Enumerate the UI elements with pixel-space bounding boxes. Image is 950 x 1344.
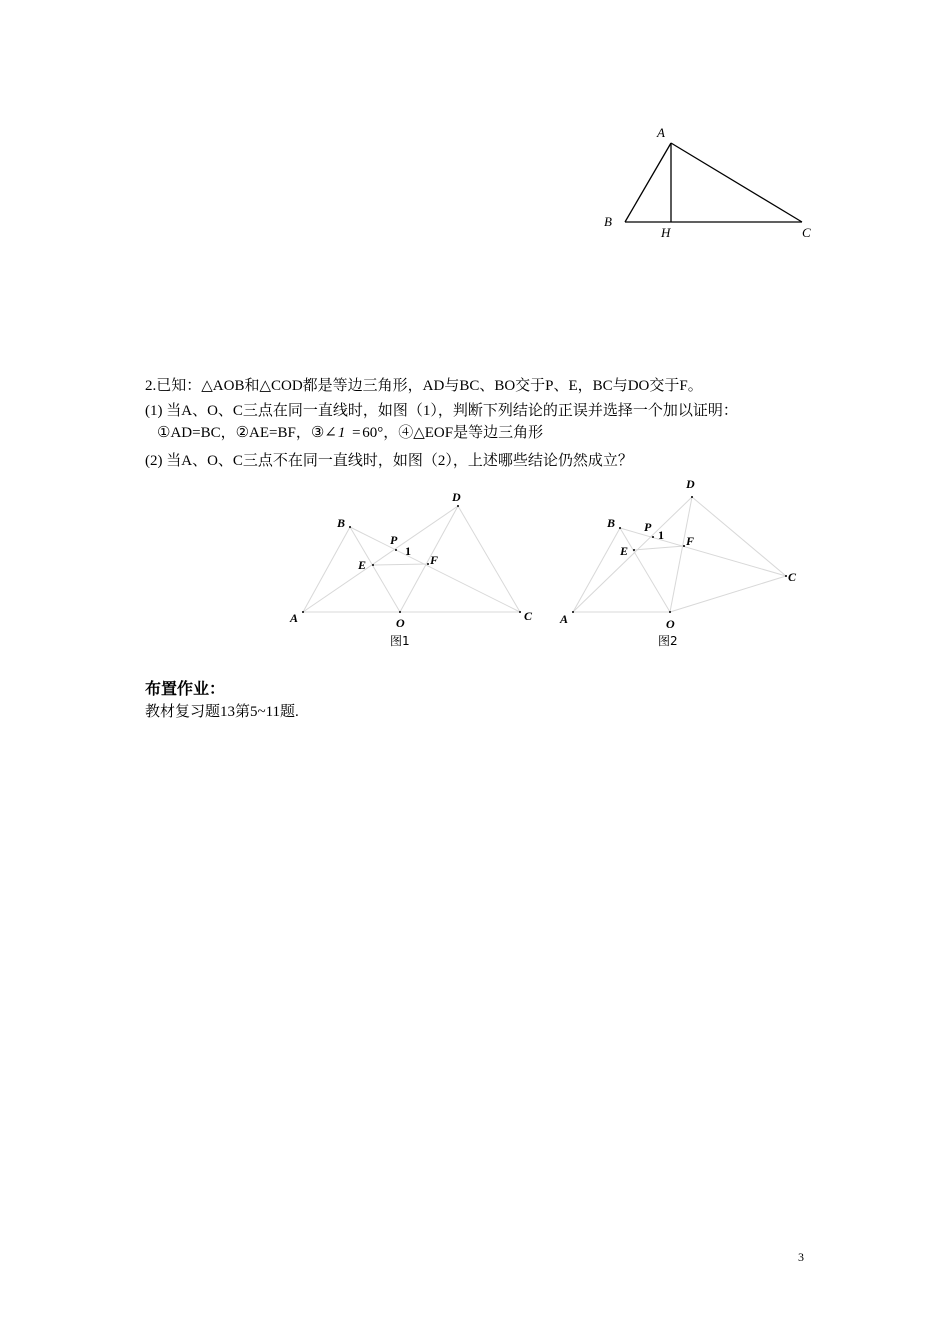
fig1-caption: 图1: [390, 634, 410, 648]
label-h: H: [661, 225, 671, 240]
fig2-label-b: B: [607, 516, 616, 530]
problem-conclusions: [157, 423, 543, 443]
angle-1-expression: ∠1 =: [324, 425, 363, 441]
fig1-label-f: F: [430, 553, 439, 567]
triangle-abc-figure: [590, 120, 830, 250]
fig1-label-o: O: [396, 616, 405, 630]
fig2-label-1: 1: [658, 528, 664, 542]
label-a: A: [657, 125, 665, 140]
conclusions-text-a: ①AD=BC，②AE=BF，③: [157, 425, 325, 441]
fig2-label-a: A: [560, 612, 569, 626]
fig2-label-d: D: [686, 477, 695, 491]
problem-part-1: (1) 当A、O、C三点在同一直线时，如图（1），判断下列结论的正误并选择一个加以证明：: [145, 403, 738, 419]
fig2-label-f: F: [686, 534, 695, 548]
fig1-label-e: E: [358, 558, 367, 572]
fig2-label-p: P: [644, 520, 652, 534]
homework-text: 教材复习题13第5~11题.: [145, 704, 299, 720]
label-b: B: [604, 214, 612, 229]
fig1-label-b: B: [337, 516, 346, 530]
figure-1: [280, 480, 550, 655]
fig1-label-p: P: [390, 533, 398, 547]
figure-2: [550, 470, 820, 650]
fig1-label-1: 1: [405, 544, 411, 558]
conclusions-text-b: 60°，④△EOF是等边三角形: [362, 425, 544, 441]
fig1-label-a: A: [290, 611, 299, 625]
fig2-label-o: O: [666, 617, 675, 631]
problem-part-2: (2) 当A、O、C三点不在同一直线时，如图（2），上述哪些结论仍然成立？: [145, 453, 633, 469]
fig2-label-c: C: [788, 570, 797, 584]
fig2-caption: 图2: [658, 634, 678, 648]
page-number: 3: [798, 1250, 804, 1264]
fig1-label-c: C: [524, 609, 533, 623]
fig2-label-e: E: [620, 544, 629, 558]
problem-statement: 2.已知：△AOB和△COD都是等边三角形，AD与BC、BO交于P、E，BC与DO交于F。: [145, 378, 703, 394]
homework-heading: 布置作业：: [145, 679, 226, 698]
fig1-label-d: D: [452, 490, 461, 504]
label-c: C: [802, 225, 811, 240]
